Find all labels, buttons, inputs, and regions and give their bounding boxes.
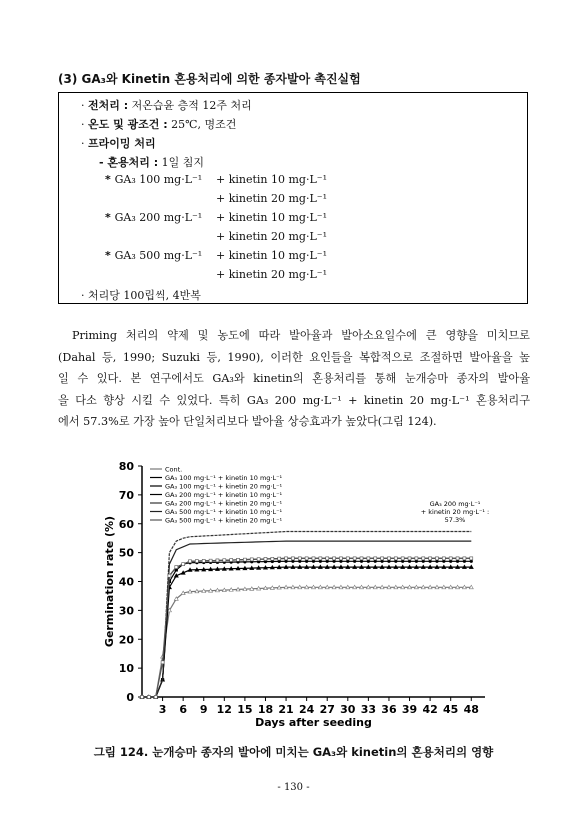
y-tick-label: 70	[118, 488, 134, 502]
x-tick-label: 33	[360, 703, 377, 716]
data-point	[285, 557, 288, 560]
data-point	[271, 557, 274, 560]
chart-annotation: + kinetin 20 mg·L⁻¹ :	[420, 508, 490, 516]
data-point	[374, 557, 377, 560]
data-point	[298, 557, 301, 560]
data-point	[202, 559, 205, 562]
temperature-value: 25℃, 명조건	[171, 118, 237, 131]
data-point	[182, 563, 185, 566]
data-point	[291, 557, 294, 560]
data-point	[168, 574, 171, 577]
x-tick-label: 18	[257, 703, 274, 716]
legend-label: GA₃ 200 mg·L⁻¹ + kinetin 20 mg·L⁻¹	[165, 499, 283, 508]
pretreatment-label: 전처리 :	[88, 99, 129, 112]
data-point	[339, 557, 342, 560]
y-tick-label: 60	[118, 517, 134, 531]
x-tick-label: 12	[216, 703, 232, 716]
data-point	[449, 557, 452, 560]
priming-line: · 프라이밍 처리	[81, 137, 156, 150]
legend-label: GA₃ 500 mg·L⁻¹ + kinetin 20 mg·L⁻¹	[165, 516, 283, 525]
y-tick-label: 80	[118, 460, 134, 473]
y-tick-label: 0	[126, 691, 134, 704]
legend-label: Cont.	[165, 465, 183, 474]
treatment-kinetin: + kinetin 10 mg·L⁻¹	[216, 211, 327, 224]
paragraph-line: 일 수 있다. 본 연구에서도 GA₃와 kinetin의 혼용처리를 통해 눈개승마 종자의 발아율	[58, 372, 530, 385]
treatment-kinetin: + kinetin 20 mg·L⁻¹	[216, 268, 327, 281]
data-point	[319, 557, 322, 560]
data-point	[394, 557, 397, 560]
series-line	[142, 558, 471, 697]
mix-value: 1일 침지	[161, 156, 205, 169]
series-line	[142, 532, 471, 698]
paragraph-line: Priming 처리의 약제 및 농도에 따라 발아율과 발아소요일수에 큰 영향을 미치므로	[72, 329, 530, 342]
seeds-value: 처리당 100립씩, 4반복	[88, 289, 201, 302]
data-point	[147, 696, 150, 699]
treatment-kinetin: + kinetin 10 mg·L⁻¹	[216, 249, 327, 262]
data-point	[243, 558, 246, 561]
data-point	[223, 559, 226, 562]
figure-caption: 그림 124. 눈개승마 종자의 발아에 미치는 GA₃와 kinetin의 혼용처리의 영향	[93, 745, 494, 759]
series-line	[142, 558, 471, 697]
data-point	[209, 559, 212, 562]
y-tick-label: 50	[118, 546, 134, 560]
x-tick-label: 6	[179, 703, 187, 716]
y-tick-label: 20	[118, 633, 134, 647]
x-tick-label: 15	[237, 703, 253, 716]
x-tick-label: 27	[319, 703, 335, 716]
mix-line: - 혼용처리 : 1일 침지	[99, 156, 205, 169]
treatment-box	[58, 92, 528, 304]
body-paragraph	[58, 325, 530, 433]
x-tick-label: 9	[199, 703, 208, 716]
data-point	[408, 557, 411, 560]
y-tick-label: 30	[118, 604, 134, 618]
treatment-ga: * GA₃ 100 mg·L⁻¹	[105, 173, 203, 186]
data-point	[422, 557, 425, 560]
page-number: - 130 -	[277, 782, 310, 793]
data-point	[326, 557, 329, 560]
data-point	[278, 557, 281, 560]
legend-label: GA₃ 500 mg·L⁻¹ + kinetin 10 mg·L⁻¹	[165, 508, 283, 516]
x-axis-label: Days after seeding	[255, 716, 372, 729]
x-tick-label: 45	[443, 703, 459, 716]
treatment-ga: * GA₃ 200 mg·L⁻¹	[105, 211, 203, 224]
series-line	[142, 561, 471, 697]
paragraph-line: 에서 57.3%로 가장 높아 단일처리보다 발아율 상승효과가 높았다(그림 124).	[58, 415, 437, 428]
data-point	[387, 557, 390, 560]
data-point	[141, 696, 144, 699]
data-point	[305, 557, 308, 560]
data-point	[442, 557, 445, 560]
data-point	[230, 559, 233, 562]
data-point	[189, 560, 192, 563]
x-tick-label: 48	[463, 703, 479, 716]
data-point	[195, 560, 198, 563]
data-point	[401, 557, 404, 560]
x-tick-label: 39	[401, 703, 418, 716]
data-point	[415, 557, 418, 560]
data-point	[346, 557, 349, 560]
data-point	[161, 661, 164, 664]
series-line	[142, 587, 471, 697]
data-point	[216, 559, 219, 562]
pretreatment-value: 저온습윤 층적 12주 처리	[131, 99, 252, 112]
data-point	[353, 557, 356, 560]
data-point	[381, 557, 384, 560]
treatment-kinetin: + kinetin 20 mg·L⁻¹	[216, 230, 327, 243]
y-tick-label: 40	[118, 575, 134, 589]
x-tick-label: 30	[340, 703, 356, 716]
data-point	[264, 558, 267, 561]
x-tick-label: 3	[158, 703, 167, 716]
data-point	[257, 558, 260, 561]
data-point	[333, 557, 336, 560]
section-title: (3) GA₃와 Kinetin 혼용처리에 의한 종자발아 촉진실험	[58, 72, 361, 86]
data-point	[429, 557, 432, 560]
data-point	[154, 696, 157, 699]
treatment-kinetin: + kinetin 10 mg·L⁻¹	[216, 173, 327, 186]
treatment-ga: * GA₃ 500 mg·L⁻¹	[105, 249, 203, 262]
x-tick-label: 21	[278, 703, 294, 716]
data-point	[367, 557, 370, 560]
data-point	[463, 557, 466, 560]
x-tick-label: 42	[422, 703, 438, 716]
y-axis-label: Germination rate (%)	[103, 515, 116, 648]
mix-label: 혼용처리 :	[107, 156, 159, 169]
data-point	[456, 557, 459, 560]
data-point	[470, 557, 473, 560]
temperature-line: · 온도 및 광조건 : 25℃, 명조건	[81, 118, 237, 131]
legend-label: GA₃ 100 mg·L⁻¹ + kinetin 10 mg·L⁻¹	[165, 474, 283, 482]
temperature-label: 온도 및 광조건 :	[88, 118, 168, 131]
chart-annotation: 57.3%	[444, 516, 466, 524]
priming-label: 프라이밍 처리	[88, 137, 156, 150]
data-point	[175, 566, 178, 569]
paragraph-line: (Dahal 등, 1990; Suzuki 등, 1990), 이러한 요인들을 복합적으로 조절하면 발아율을 높	[58, 350, 530, 364]
data-point	[435, 557, 438, 560]
treatment-kinetin: + kinetin 20 mg·L⁻¹	[216, 192, 327, 205]
chart-annotation: GA₃ 200 mg·L⁻¹	[429, 500, 481, 508]
data-point	[312, 557, 315, 560]
pretreatment-line: · 전처리 : 저온습윤 층적 12주 처리	[81, 99, 252, 112]
paragraph-line: 을 다소 향상 시킬 수 있었다. 특히 GA₃ 200 mg·L⁻¹ + kinetin 20 mg·L⁻¹ 혼용처리구	[58, 393, 530, 407]
x-tick-label: 36	[381, 703, 397, 716]
seeds-line: · 처리당 100립씩, 4반복	[81, 289, 201, 302]
legend-label: GA₃ 100 mg·L⁻¹ + kinetin 20 mg·L⁻¹	[165, 482, 283, 491]
legend-label: GA₃ 200 mg·L⁻¹ + kinetin 10 mg·L⁻¹	[165, 491, 283, 499]
germination-chart	[100, 458, 500, 736]
y-tick-label: 10	[118, 662, 134, 676]
data-point	[250, 558, 253, 561]
data-point	[237, 558, 240, 561]
x-tick-label: 24	[298, 703, 315, 716]
data-point	[360, 557, 363, 560]
